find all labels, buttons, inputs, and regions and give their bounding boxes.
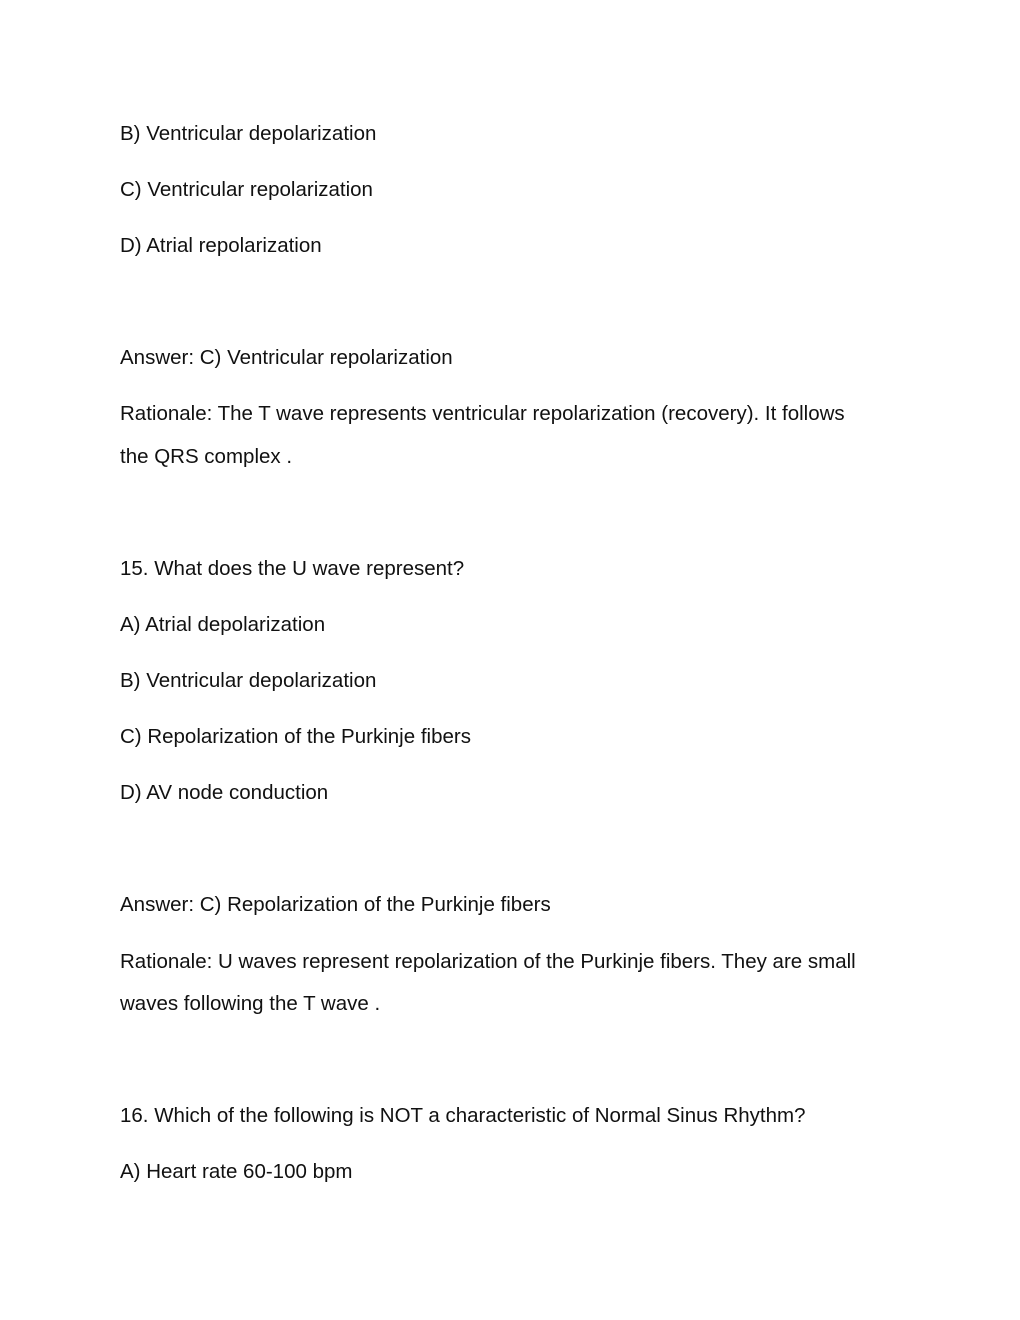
question-16: 16. Which of the following is NOT a characteristic of Normal Sinus Rhythm? [120,1104,806,1127]
option-d: D) Atrial repolarization [120,234,322,257]
q15-option-c: C) Repolarization of the Purkinje fibers [120,725,471,748]
rationale-line-1: Rationale: The T wave represents ventricular repolarization (recovery). It follows [120,402,845,425]
q16-option-a: A) Heart rate 60-100 bpm [120,1160,353,1183]
option-c: C) Ventricular repolarization [120,178,373,201]
q15-option-d: D) AV node conduction [120,781,329,804]
answer-text: Answer: C) Ventricular repolarization [120,346,453,369]
q15-option-a: A) Atrial depolarization [120,613,326,636]
question-15: 15. What does the U wave represent? [120,557,465,580]
option-b: B) Ventricular depolarization [120,122,377,145]
q15-option-b: B) Ventricular depolarization [120,669,377,692]
q15-answer: Answer: C) Repolarization of the Purkinje fibers [120,893,551,916]
q15-rationale-line-2: waves following the T wave . [120,992,381,1015]
q15-rationale-line-1: Rationale: U waves represent repolarization of the Purkinje fibers. They are small [120,950,856,973]
rationale-line-2: the QRS complex . [120,445,293,468]
